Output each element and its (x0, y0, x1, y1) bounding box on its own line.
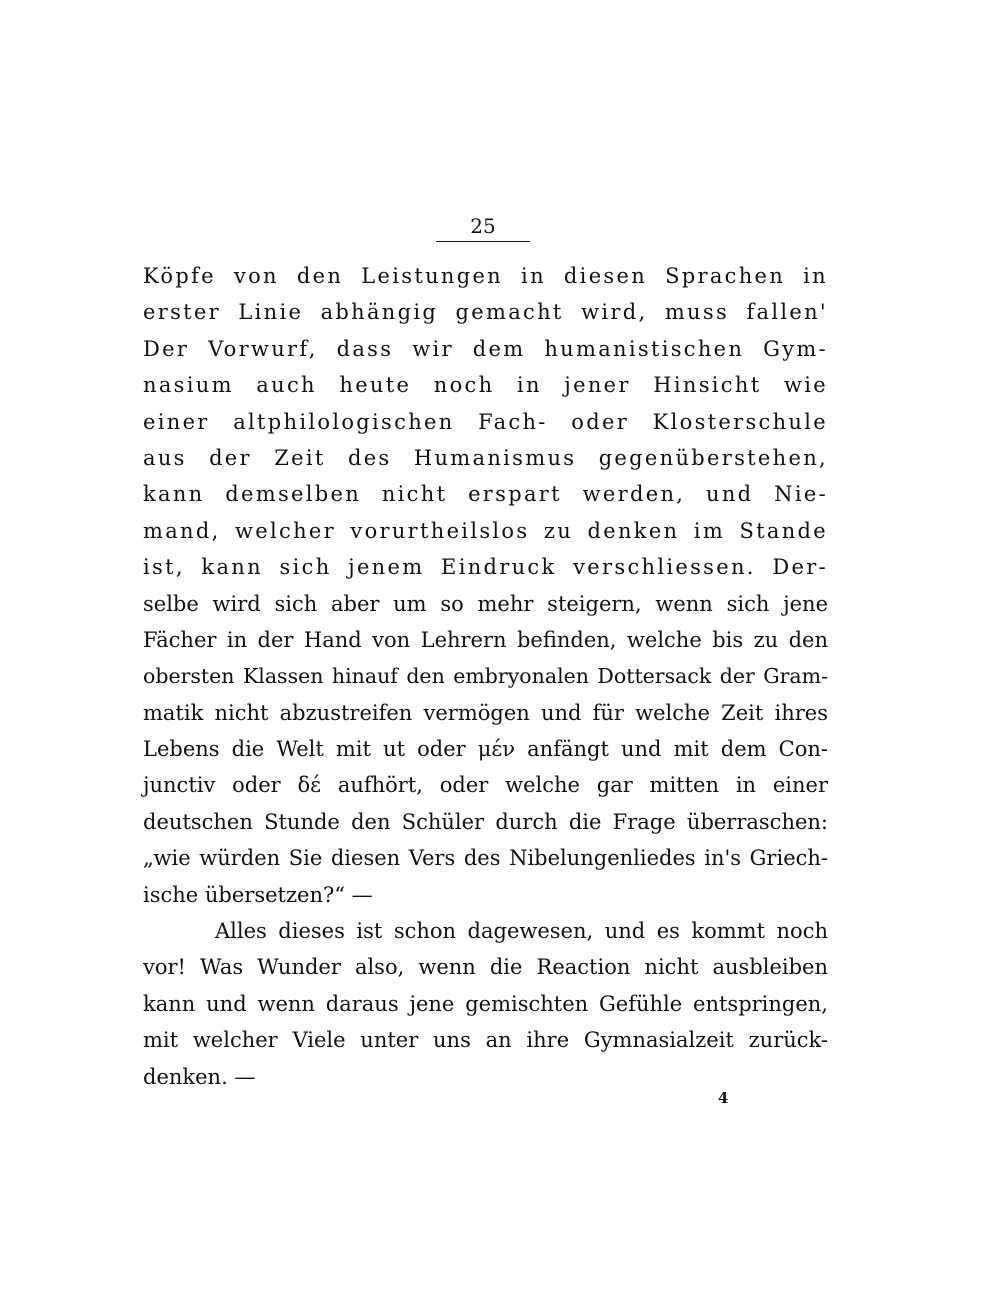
page-number: 25 (470, 214, 496, 238)
header-rule (436, 241, 530, 242)
text-line: Köpfe von den Leistungen in diesen Sprachen in (143, 264, 828, 288)
text-line: selbe wird sich aber um so mehr steigern, wenn sich jene (143, 591, 828, 616)
text-line: Lebens die Welt mit ut oder μέν anfängt und mit dem Con- (143, 737, 828, 762)
text-line: erster Linie abhängig gemacht wird, muss fallen' (143, 300, 828, 325)
text-line: ische übersetzen?“ — (143, 882, 373, 907)
text-line: matik nicht abzustreifen vermögen und für welche Zeit ihres (143, 700, 828, 725)
text-line: Fächer in der Hand von Lehrern befinden, welche bis zu den (143, 627, 828, 652)
text-line: nasium auch heute noch in jener Hinsicht wie (143, 373, 828, 398)
text-line: einer altphilologischen Fach- oder Klosterschule (143, 409, 828, 434)
text-line: mit welcher Viele unter uns an ihre Gymnasialzeit zurück- (143, 1028, 828, 1053)
text-line: kann und wenn daraus jene gemischten Gefühle entspringen, (143, 991, 828, 1016)
body-text (143, 258, 828, 1095)
text-line: kann demselben nicht erspart werden, und Nie- (143, 482, 828, 507)
text-line: ist, kann sich jenem Eindruck verschliessen. Der- (143, 555, 828, 580)
text-line: denken. — (143, 1064, 256, 1089)
text-line: deutschen Stunde den Schüler durch die Frage überraschen: (143, 809, 828, 834)
text-line: vor! Was Wunder also, wenn die Reaction nicht ausbleiben (143, 955, 828, 980)
text-line: junctiv oder δέ aufhört, oder welche gar mitten in einer (143, 773, 828, 798)
text-line: „wie würden Sie diesen Vers des Nibelungenliedes in's Griech- (143, 846, 828, 871)
text-line: mand, welcher vorurtheilslos zu denken im Stande (143, 518, 828, 543)
text-line: Alles dieses ist schon dagewesen, und es kommt noch (215, 919, 828, 944)
signature-mark: 4 (718, 1089, 729, 1107)
text-line: aus der Zeit des Humanismus gegenüberstehen, (143, 445, 828, 470)
text-line: obersten Klassen hinauf den embryonalen Dottersack der Gram- (143, 664, 828, 689)
text-line: Der Vorwurf, dass wir dem humanistischen Gym- (143, 336, 828, 361)
